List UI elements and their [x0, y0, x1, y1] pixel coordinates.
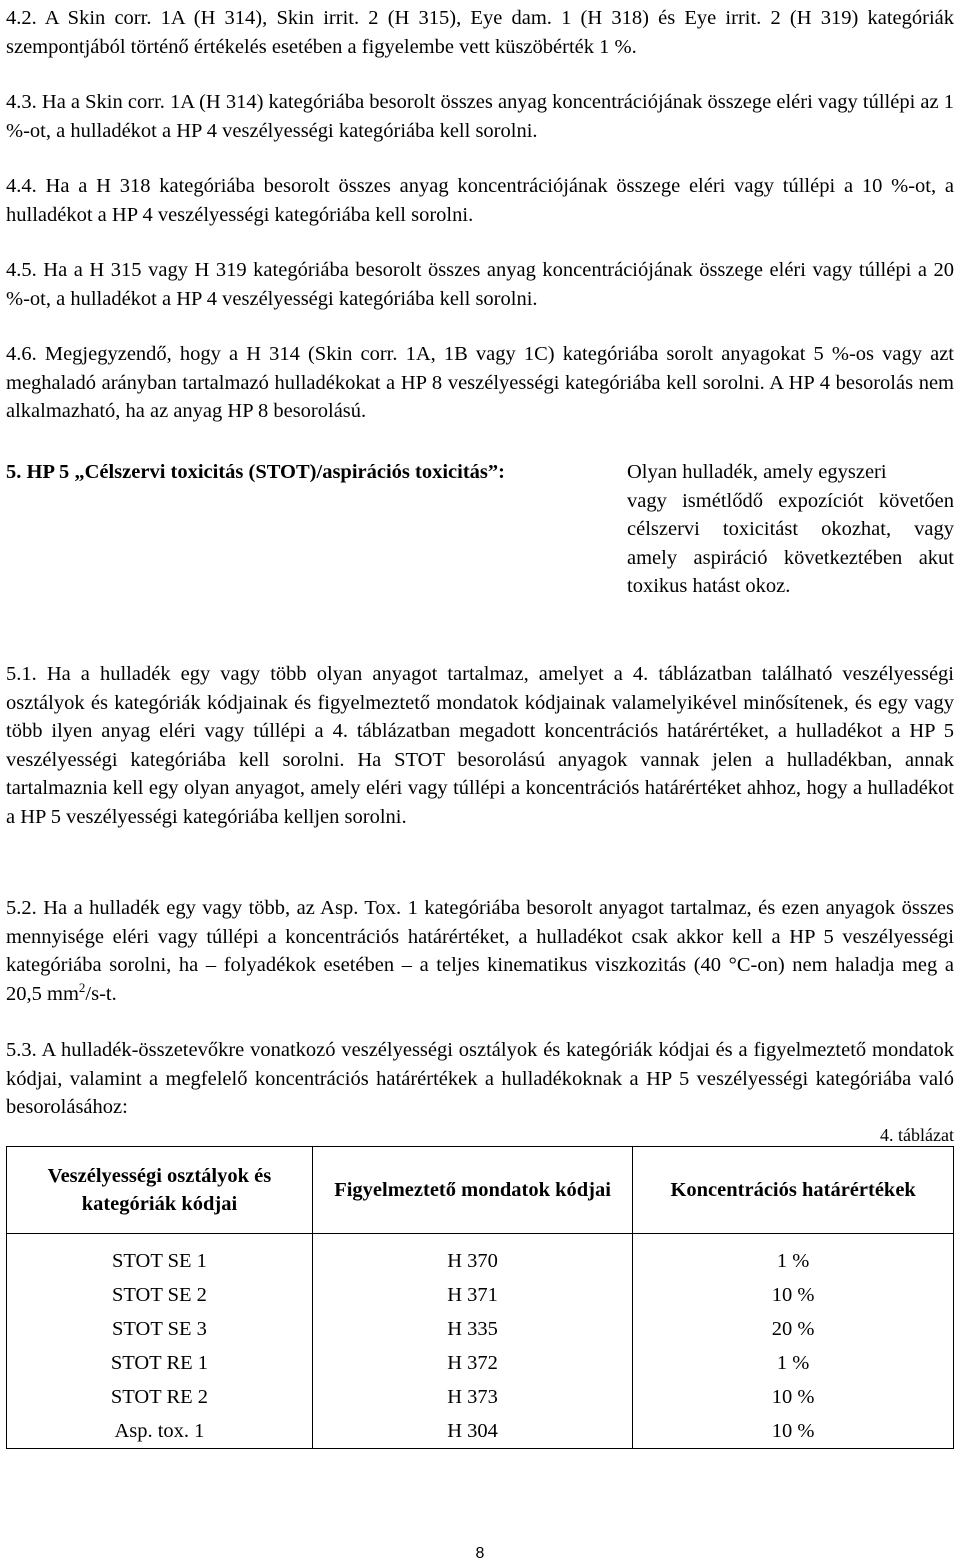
cell-hazard-class: STOT SE 3 [7, 1312, 313, 1346]
table-row [7, 1278, 954, 1312]
table-row [7, 1244, 954, 1278]
section-5-number: 5. [6, 461, 22, 483]
cell-hazard-statement: H 304 [312, 1414, 632, 1449]
section-5-heading [6, 458, 505, 487]
cell-concentration-limit: 1 % [633, 1244, 954, 1278]
cell-concentration-limit: 20 % [633, 1312, 954, 1346]
cell-hazard-statement: H 373 [312, 1380, 632, 1414]
cell-concentration-limit: 1 % [633, 1346, 954, 1380]
table-row [7, 1346, 954, 1380]
paragraph-5-2 [6, 894, 954, 1008]
header-hazard-statement: Figyelmeztető mondatok kódjai [312, 1147, 632, 1234]
cell-hazard-statement: H 335 [312, 1312, 632, 1346]
page-number: 8 [475, 1545, 485, 1562]
paragraph-5-3: 5.3. A hulladék-összetevőkre vonatkozó veszélyességi osztályok és kategóriák kódjai és a figyelmeztető mondatok kódjai, valamint a megfelelő koncentrációs határértékek a hulladékoknak a HP 5 veszélyességi kategóriába való besorolásához: [6, 1039, 954, 1118]
table-row [7, 1414, 954, 1449]
cell-hazard-class: STOT RE 2 [7, 1380, 313, 1414]
hp5-threshold-table [6, 1146, 954, 1449]
table-caption: 4. táblázat [880, 1125, 954, 1145]
paragraph-4-2: 4.2. A Skin corr. 1A (H 314), Skin irrit. 2 (H 315), Eye dam. 1 (H 318) és Eye irrit. 2 (H 319) kategóriák szempontjából történő értékelés esetében a figyelembe vett küszöbérték 1 %. [6, 7, 954, 58]
paragraph-4-4: 4.4. Ha a H 318 kategóriába besorolt összes anyag koncentrációjának összege eléri vagy túllépi a 10 %-ot, a hulladékot a HP 4 veszélyességi kategóriába kell sorolni. [6, 175, 954, 226]
section-5-title: HP 5 „Célszervi toxicitás (STOT)/aspirációs toxicitás”: [26, 461, 505, 483]
table-header-row [7, 1147, 954, 1234]
cell-hazard-statement: H 370 [312, 1244, 632, 1278]
table-row [7, 1380, 954, 1414]
paragraph-4-3: 4.3. Ha a Skin corr. 1A (H 314) kategóriába besorolt összes anyag koncentrációjának összege eléri vagy túllépi az 1 %-ot, a hulladékot a HP 4 veszélyességi kategóriába kell sorolni. [6, 91, 954, 142]
table-row [7, 1312, 954, 1346]
cell-hazard-class: STOT SE 2 [7, 1278, 313, 1312]
cell-concentration-limit: 10 % [633, 1414, 954, 1449]
section-5-definition-first-line: Olyan hulladék, amely egyszeri [627, 461, 887, 483]
cell-hazard-statement: H 371 [312, 1278, 632, 1312]
section-5-definition-text: vagy ismétlődő expozíciót követően célszervi toxicitást okozhat, vagy amely aspiráció következtében akut toxikus hatást okoz. [627, 489, 954, 597]
cell-hazard-statement: H 372 [312, 1346, 632, 1380]
paragraph-5-2-tail: /s-t. [85, 982, 117, 1005]
cell-hazard-class: STOT RE 1 [7, 1346, 313, 1380]
superscript-2: 2 [78, 979, 86, 995]
cell-hazard-class: Asp. tox. 1 [7, 1414, 313, 1449]
paragraph-4-5: 4.5. Ha a H 315 vagy H 319 kategóriába besorolt összes anyag koncentrációjának összege eléri vagy túllépi a 20 %-ot, a hulladékot a HP 4 veszélyességi kategóriába kell sorolni. [6, 259, 954, 310]
paragraph-5-2-text: 5.2. Ha a hulladék egy vagy több, az Asp. Tox. 1 kategóriába besorolt anyagot tartalmaz, és ezen anyagok összes mennyisége eléri vagy túllépi a koncentrációs határértéket, a hulladékot csak akkor kell a HP 5 veszélyességi kategóriába sorolni, ha – folyadékok esetében – a teljes kinematikus viszkozitás (40 °C-on) nem haladja meg a 20,5 mm [6, 897, 954, 1005]
header-concentration-limit: Koncentrációs határértékek [633, 1147, 954, 1234]
cell-concentration-limit: 10 % [633, 1380, 954, 1414]
cell-concentration-limit: 10 % [633, 1278, 954, 1312]
paragraph-4-6: 4.6. Megjegyzendő, hogy a H 314 (Skin corr. 1A, 1B vagy 1C) kategóriába sorolt anyagokat 5 %-os vagy azt meghaladó arányban tartalmazó hulladékokat a HP 8 veszélyességi kategóriába kell sorolni. A HP 4 besorolás nem alkalmazható, ha az anyag HP 8 besorolású. [6, 343, 954, 422]
header-hazard-class: Veszélyességi osztályok és kategóriák kódjai [7, 1147, 313, 1234]
table-spacer [7, 1234, 954, 1245]
paragraph-5-1: 5.1. Ha a hulladék egy vagy több olyan anyagot tartalmaz, amelyet a 4. táblázatban található veszélyességi osztályok és kategóriák kódjainak és figyelmeztető mondatok kódjainak valamelyikével minősítenek, és egy vagy több ilyen anyag eléri vagy túllépi a 4. táblázatban megadott koncentrációs határértéket, a hulladékot a HP 5 veszélyességi kategóriába kell sorolni. Ha STOT besorolású anyagok vannak jelen a hulladékban, annak tartalmaznia kell egy olyan anyagot, amely eléri vagy túllépi a koncentrációs határértéket ahhoz, hogy a hulladékot a HP 5 veszélyességi kategóriába kelljen sorolni. [6, 663, 954, 828]
cell-hazard-class: STOT SE 1 [7, 1244, 313, 1278]
